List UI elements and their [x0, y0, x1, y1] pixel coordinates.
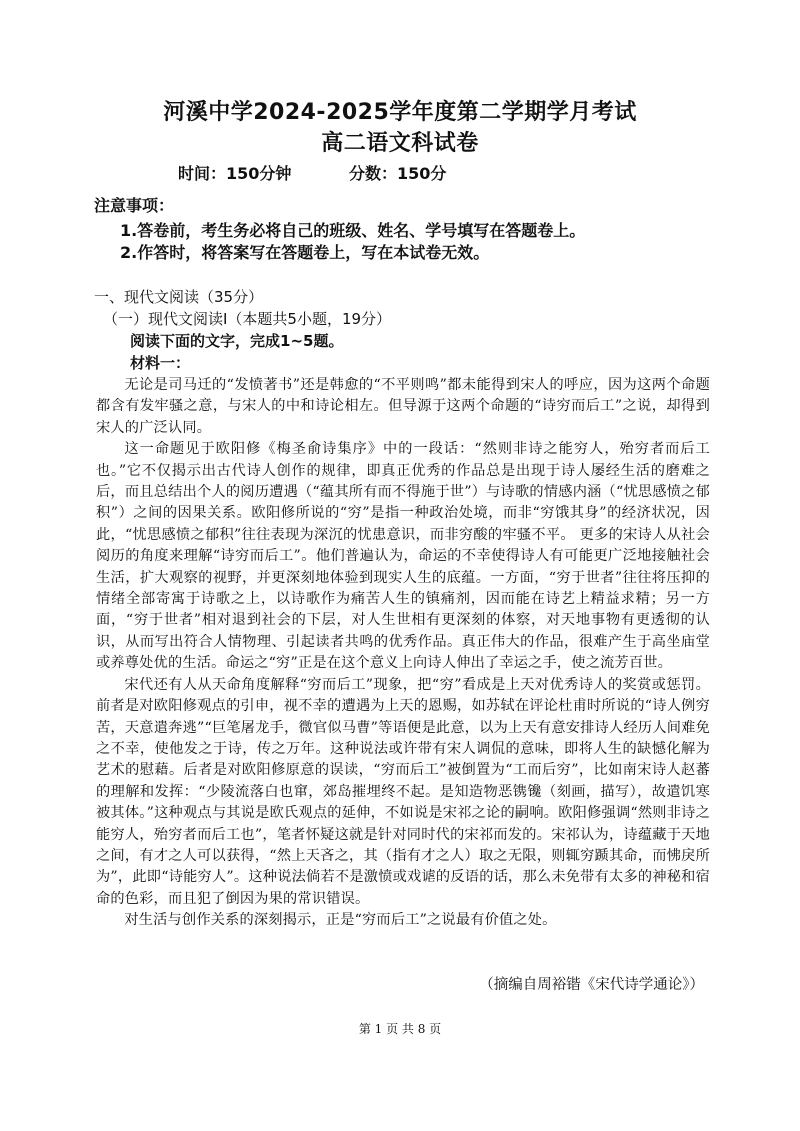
notice-item: 2.作答时，将答案写在答题卷上，写在本试卷无效。	[120, 243, 490, 262]
passage-paragraph: 无论是司马迁的“发愤著书”还是韩愈的“不平则鸣”都未能得到宋人的呼应，因为这两个命题都含有发牢骚之意，与宋人的中和诗论相左。但导源于这两个命题的“诗穷而后工”之说，却得到宋人的广泛认同。	[96, 377, 710, 436]
exam-title: 河溪中学2024-2025学年度第二学期学月考试	[163, 100, 637, 125]
reading-passage	[96, 375, 710, 932]
notice-heading: 注意事项：	[94, 196, 175, 215]
passage-paragraph: 对生活与创作关系的深刻揭示，正是“穷而后工”之说最有价值之处。	[124, 912, 557, 929]
page-number: 第 1 页 共 8 页	[358, 1022, 442, 1036]
exam-subtitle: 高二语文科试卷	[321, 131, 479, 156]
passage-paragraph: 这一命题见于欧阳修《梅圣俞诗集序》中的一段话：“然则非诗之能穷人，殆穷者而后工也。”它不仅揭示出古代诗人创作的规律，即真正优秀的作品总是出现于诗人屡经生活的磨难之后，而且总结出个人的阅历遭遇（“蕴其所有而不得施于世”）与诗歌的情感内涵（“忧思感愤之郁积”）之间的因果关系。欧阳修所说的“穷”是指一种政治处境，而非“穷饿其身”的经济状况，因此，“忧思感愤之郁积”往往表现为深沉的忧患意识，而非穷酸的牢骚不平。 更多的宋诗人从社会阅历的角度来理解“诗穷而后工”。他们普遍认为，命运的不幸使得诗人有可能更广泛地接触社会生活，扩大观察的视野，并更深刻地体验到现实人生的底蕴。一方面，“穷于世者”往往将压抑的情绪全部寄寓于诗歌之上，以诗歌作为痛苦人生的镇痛剂，因而能在诗艺上精益求精；另一方面，“穷于世者”相对退到社会的下层，对人生世相有更深刻的体察，对天地事物有更透彻的认识，从而写出符合人情物理、引起读者共鸣的优秀作品。真正伟大的作品，很难产生于高坐庙堂或养尊处优的生活。命运之“穷”正是在这个意义上向诗人伸出了幸运之手，使之流芳百世。	[96, 441, 710, 672]
exam-meta	[178, 161, 446, 184]
exam-score: 分数：150分	[348, 164, 447, 183]
passage-source: （摘编自周裕锴《宋代诗学通论》）	[479, 977, 704, 993]
notice-item: 1.答卷前，考生务必将自己的班级、姓名、学号填写在答题卷上。	[120, 221, 586, 240]
material-label: 材料一：	[130, 354, 191, 372]
reading-instruction: 阅读下面的文字，完成1~5题。	[130, 332, 344, 350]
section-heading: 一、现代文阅读（35分）	[94, 288, 264, 306]
passage-paragraph: 宋代还有人从天命角度解释“穷而后工”现象，把“穷”看成是上天对优秀诗人的奖赏或惩罚。前者是对欧阳修观点的引申，视不幸的遭遇为上天的恩赐，如苏轼在评论杜甫时所说的“诗人例穷苦，天意遣奔逃”“巨笔屠龙手，微官似马曹”等语便是此意，以为上天有意安排诗人经历人间难免之不幸，使他发之于诗，传之万年。这种说法或许带有宋人调侃的意味，即将人生的缺憾化解为艺术的慰藉。后者是对欧阳修原意的误读，“穷而后工”被倒置为“工而后穷”，比如南宋诗人赵蕃的理解和发挥：“少陵流落白也窜，郊岛摧埋终不起。是知造物恶镌镵（刻画，描写），故遣饥寒被其体。”这种观点与其说是欧氏观点的延伸，不如说是宋祁之论的嗣响。欧阳修强调“然则非诗之能穷人，殆穷者而后工也”，笔者怀疑这就是针对同时代的宋祁而发的。宋祁认为，诗蕴藏于天地之间，有才之人可以获得，“然上天吝之，其（指有才之人）取之无限，则辄穷踬其命，而怫戾所为”，此即“诗能穷人”。这种说法倘若不是激愤或戏谑的反语的话，那么未免带有太多的神秘和宿命的色彩，而且犯了倒因为果的常识错误。	[96, 676, 710, 907]
exam-time: 时间：150分钟	[178, 164, 292, 183]
subsection-heading: （一）现代文阅读Ⅰ（本题共5小题，19分）	[103, 310, 392, 328]
